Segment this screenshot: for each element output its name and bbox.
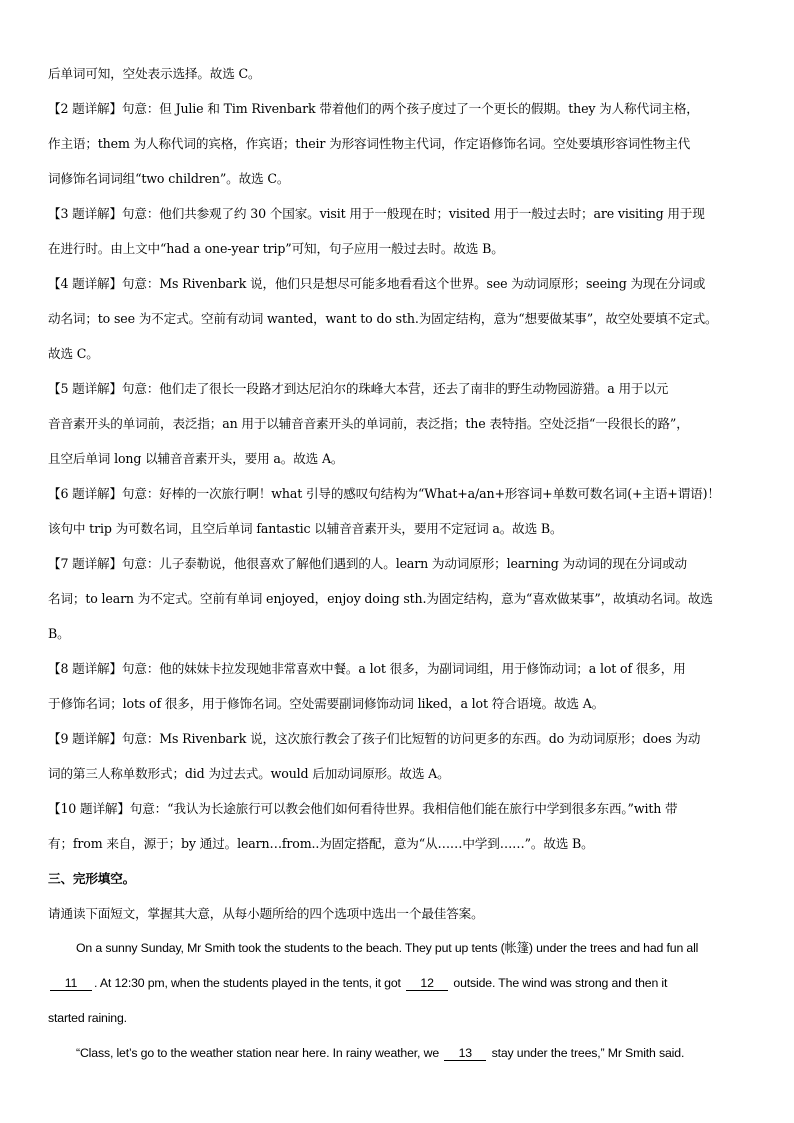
answer-explanation-3: 【3 题详解】句意：他们共参观了约 30 个国家。visit 用于一般现在时；visited 用于一般过去时；are visiting 用于现 bbox=[48, 206, 705, 221]
answer-explanation-4: 【4 题详解】句意：Ms Rivenbark 说，他们只是想尽可能多地看看这个世界。see 为动词原形；seeing 为现在分词或 bbox=[48, 276, 706, 291]
passage-text: “Class, let’s go to the weather station near here. In rainy weather, we bbox=[76, 1046, 440, 1060]
passage-text: . At 12:30 pm, when the students played in the tents, it got bbox=[94, 976, 401, 990]
text-line: 名词；to learn 为不定式。空前有单词 enjoyed，enjoy doing sth.为固定结构，意为“喜欢做某事”，故填动名词。故选 bbox=[48, 591, 713, 606]
text-line: 故选 C。 bbox=[48, 346, 99, 361]
passage-line bbox=[48, 931, 760, 966]
passage-text: On a sunny Sunday, Mr Smith took the students to the beach. They put up tents (帐篷) under the trees and had fun all bbox=[76, 941, 699, 955]
text-line: 在进行时。由上文中“had a one-year trip”可知，句子应用一般过去时。故选 B。 bbox=[48, 241, 504, 256]
answer-explanation-9: 【9 题详解】句意：Ms Rivenbark 说，这次旅行教会了孩子们比短暂的访问更多的东西。do 为动词原形；does 为动 bbox=[48, 731, 701, 746]
text-line: 音音素开头的单词前，表泛指；an 用于以辅音音素开头的单词前，表泛指；the 表特指。空处泛指“一段很长的路”， bbox=[48, 416, 689, 431]
text-line: 后单词可知，空处表示选择。故选 C。 bbox=[48, 66, 261, 81]
answer-explanation-10: 【10 题详解】句意：“我认为长途旅行可以教会他们如何看待世界。我相信他们能在旅行中学到很多东西。”with 带 bbox=[48, 801, 678, 816]
passage-line bbox=[48, 1001, 760, 1036]
text-line: 于修饰名词；lots of 很多，用于修饰名词。空处需要副词修饰动词 liked，a lot 符合语境。故选 A。 bbox=[48, 696, 605, 711]
blank-11: 11 bbox=[50, 976, 92, 991]
answer-explanation-2: 【2 题详解】句意：但 Julie 和 Tim Rivenbark 带着他们的两个孩子度过了一个更长的假期。they 为人称代词主格， bbox=[48, 101, 699, 116]
answer-explanation-6: 【6 题详解】句意：好棒的一次旅行啊！what 引导的感叹句结构为“What+a/an+形容词+单数可数名词(+主语+谓语)！ bbox=[48, 486, 720, 501]
text-line: 词的第三人称单数形式；did 为过去式。would 后加动词原形。故选 A。 bbox=[48, 766, 450, 781]
text-line: 有；from 来自，源于；by 通过。learn…from..为固定搭配，意为“从……中学到……”。故选 B。 bbox=[48, 836, 594, 851]
passage-line bbox=[48, 966, 760, 1001]
section-heading: 三、完形填空。 bbox=[48, 871, 136, 886]
document-page bbox=[48, 56, 760, 1071]
text-line: 作主语；them 为人称代词的宾格，作宾语；their 为形容词性物主代词，作定语修饰名词。空处要填形容词性物主代 bbox=[48, 136, 691, 151]
blank-12: 12 bbox=[406, 976, 448, 991]
text-line: 词修饰名词词组“two children”。故选 C。 bbox=[48, 171, 290, 186]
answer-explanation-7: 【7 题详解】句意：儿子泰勒说，他很喜欢了解他们遇到的人。learn 为动词原形；learning 为动词的现在分词或动 bbox=[48, 556, 687, 571]
passage-text: outside. The wind was strong and then it bbox=[453, 976, 668, 990]
answer-explanation-8: 【8 题详解】句意：他的妹妹卡拉发现她非常喜欢中餐。a lot 很多，为副词词组，用于修饰动词；a lot of 很多，用 bbox=[48, 661, 686, 676]
passage-line bbox=[48, 1036, 760, 1071]
text-line: 且空后单词 long 以辅音音素开头，要用 a。故选 A。 bbox=[48, 451, 344, 466]
answer-explanation-5: 【5 题详解】句意：他们走了很长一段路才到达尼泊尔的珠峰大本营，还去了南非的野生动物园游猎。a 用于以元 bbox=[48, 381, 669, 396]
text-line: 动名词；to see 为不定式。空前有动词 wanted，want to do sth.为固定结构，意为“想要做某事”，故空处要填不定式。 bbox=[48, 311, 718, 326]
passage-text: stay under the trees,” Mr Smith said. bbox=[491, 1046, 685, 1060]
instruction-text: 请通读下面短文，掌握其大意，从每小题所给的四个选项中选出一个最佳答案。 bbox=[48, 906, 484, 921]
passage-text: started raining. bbox=[48, 1011, 127, 1025]
text-line: B。 bbox=[48, 626, 70, 641]
blank-13: 13 bbox=[444, 1046, 486, 1061]
text-line: 该句中 trip 为可数名词，且空后单词 fantastic 以辅音音素开头，要用不定冠词 a。故选 B。 bbox=[48, 521, 563, 536]
